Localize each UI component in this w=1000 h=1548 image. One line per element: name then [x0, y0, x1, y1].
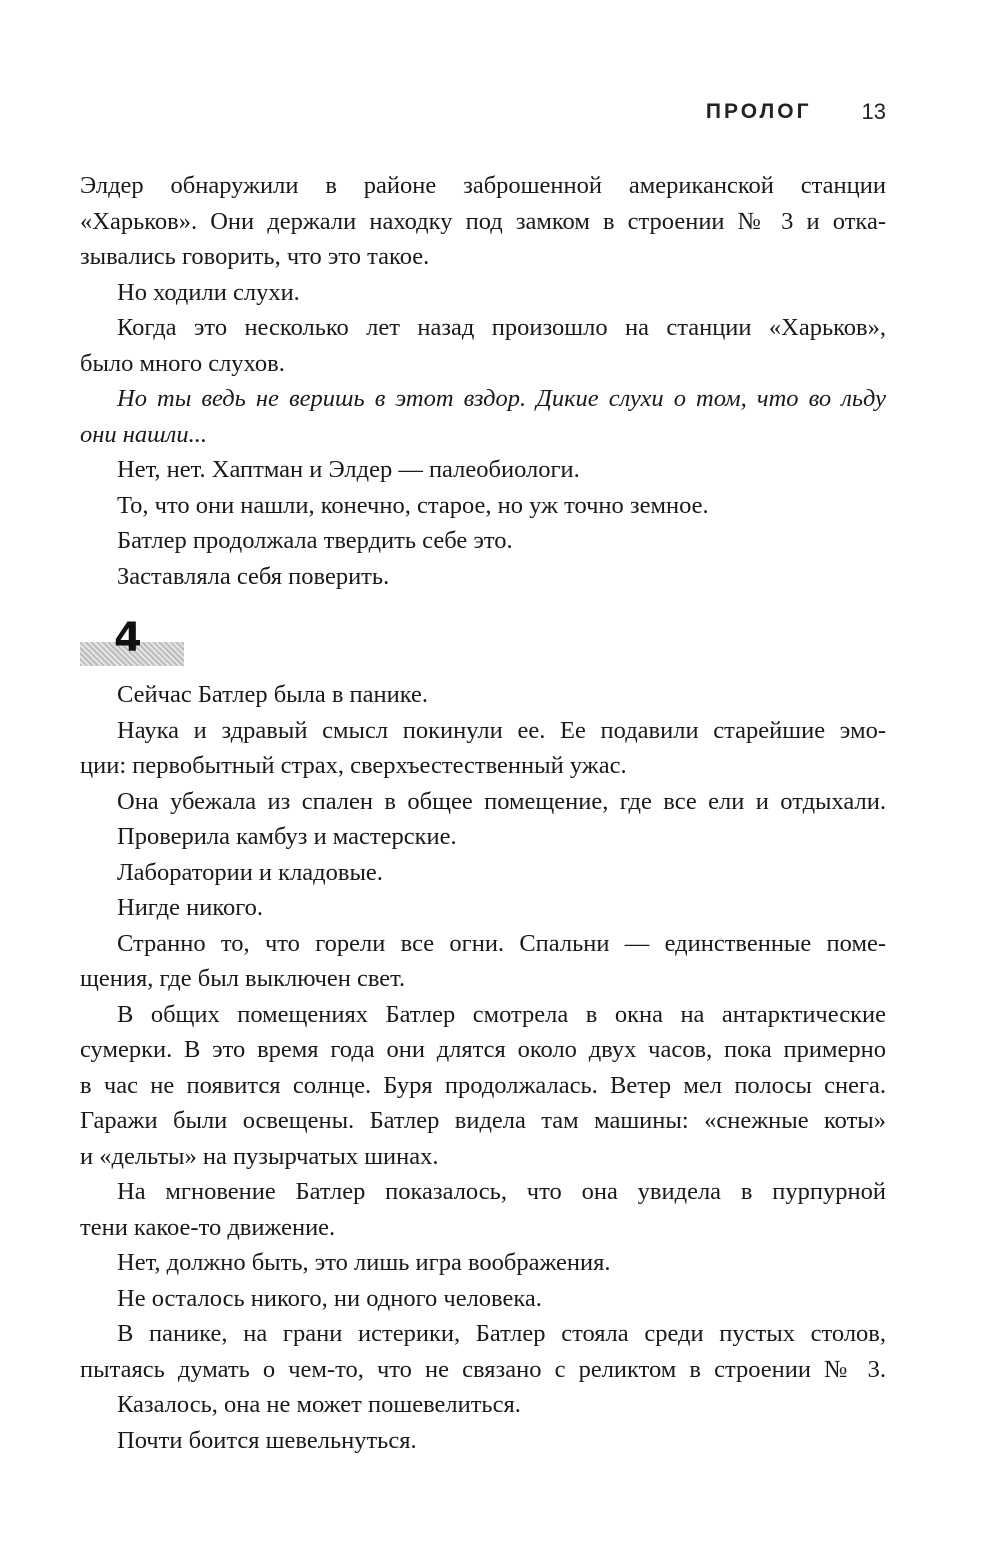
text-line: На мгновение Батлер показалось, что она увидела в пурпурной	[117, 1178, 886, 1205]
text-line: Лаборатории и кладовые.	[117, 858, 383, 886]
text-line: В общих помещениях Батлер смотрела в окна на антарктические	[117, 1000, 886, 1028]
text-line: зывались говорить, что это такое.	[80, 243, 430, 270]
text-line: То, что они нашли, конечно, старое, но уж точно земное.	[117, 491, 709, 519]
text-line: Почти боится шевельнуться.	[117, 1426, 417, 1454]
text-line: в час не появится солнце. Буря продолжалась. Ветер мел полосы снега.	[80, 1071, 886, 1099]
chapter-title: ПРОЛОГ	[705, 100, 812, 123]
text-line: ции: первобытный страх, сверхъестественный ужас.	[80, 752, 627, 779]
text-line: Она убежала из спален в общее помещение, где все ели и отдыхали.	[117, 787, 886, 815]
text-line: Батлер продолжала твердить себе это.	[117, 527, 513, 554]
text-line: Странно то, что горели все огни. Спальни — единственные поме-	[117, 929, 886, 957]
text-line: Проверила камбуз и мастерские.	[117, 823, 457, 850]
text-line: «Харьков». Они держали находку под замком в строении № 3 и отка-	[80, 207, 886, 235]
text-line: В панике, на грани истерики, Батлер стояла среди пустых столов,	[117, 1320, 886, 1347]
text-line: Наука и здравый смысл покинули ее. Ее подавили старейшие эмо-	[117, 716, 886, 744]
running-head	[706, 94, 886, 130]
text-line: Нет, должно быть, это лишь игра воображения.	[117, 1249, 611, 1276]
text-line: Нет, нет. Хаптман и Элдер — палеобиологи.	[117, 456, 580, 483]
text-line: Но ходили слухи.	[117, 278, 300, 306]
text-line: и «дельты» на пузырчатых шинах.	[80, 1142, 439, 1170]
text-line: было много слухов.	[80, 349, 285, 377]
section-marker	[80, 615, 186, 668]
text-line: пытаясь думать о чем-то, что не связано с реликтом в строении № 3.	[80, 1355, 886, 1383]
text-line: Нигде никого.	[117, 894, 264, 921]
text-line: Сейчас Батлер была в панике.	[117, 681, 429, 708]
text-line: Гаражи были освещены. Батлер видела там машины: «снежные коты»	[80, 1107, 886, 1134]
text-block-2	[80, 677, 886, 1458]
section-number: 4	[114, 615, 142, 661]
text-line: тени какое-то движение.	[80, 1213, 336, 1241]
text-line: Казалось, она не может пошевелиться.	[117, 1391, 521, 1418]
text-block-1	[80, 168, 886, 594]
text-line: щения, где был выключен свет.	[80, 965, 406, 992]
text-line: сумерки. В это время года они длятся около двух часов, пока примерно	[80, 1036, 886, 1063]
text-line: Не осталось никого, ни одного человека.	[117, 1284, 542, 1312]
text-line: они нашли...	[80, 420, 207, 448]
text-line: Элдер обнаружили в районе заброшенной американской станции	[80, 172, 886, 199]
text-line: Когда это несколько лет назад произошло на станции «Харьков»,	[117, 314, 886, 341]
text-line: Но ты ведь не веришь в этот вздор. Дикие слухи о том, что во льду	[117, 385, 886, 412]
page-number: 13	[861, 99, 886, 124]
text-line: Заставляла себя поверить.	[117, 562, 390, 590]
